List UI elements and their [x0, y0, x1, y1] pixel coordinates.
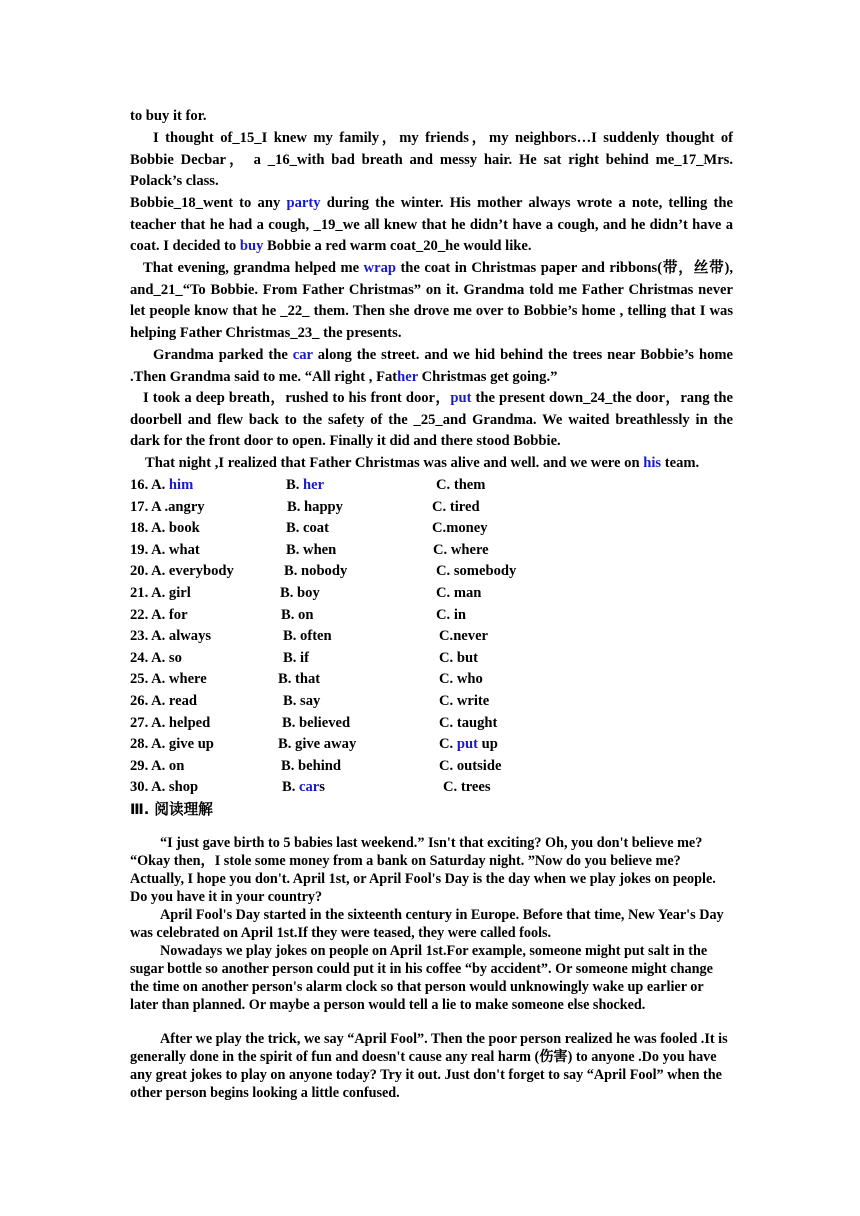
- option-c: C. outside: [439, 757, 502, 774]
- option-a: 30. A. shop: [130, 779, 199, 796]
- option-a: 25. A. where: [130, 671, 207, 688]
- option-a: 29. A. on: [130, 757, 185, 774]
- story-paragraph-4: [130, 345, 733, 388]
- story-text: I thought of_15_I knew my family，my friends，my neighbors…I suddenly thought of Bobbie Decbar， a _16_with bad breath and messy hair. He sat right behind me_17_Mrs. Polack’s class.: [130, 130, 733, 190]
- story-paragraph-6: [130, 453, 733, 475]
- reading-paragraph-3: Nowadays we play jokes on people on April 1st.For example, someone might put salt in the sugar bottle so another person could put it in his coffee “by accident”. Or someone might change the time on another person's alarm clock so that person would unknowingly wake up earlier or later than planned. Or maybe a person would tell a lie to make someone else shocked.: [130, 943, 713, 1013]
- section-title: Ⅲ. 阅读理解: [130, 801, 213, 818]
- option-b: B. her: [286, 477, 325, 493]
- story-text: That evening, grandma helped me: [143, 260, 364, 276]
- story-text: That night ,I realized that Father Christmas was alive and well. and we were on: [145, 455, 644, 471]
- story-text: the coat in Christmas paper and ribbons(带，丝带), and_21_“To Bobbie. From Father Christmas” on it. Grandma told me Father Christmas never let people know that he _22_ them. Then she drove me over to Bobbie’s home , telling that I was helping Father Christmas_23_ the presents.: [130, 260, 734, 341]
- highlight-word: wrap: [363, 260, 396, 276]
- option-b: B. give away: [278, 736, 357, 753]
- story-text: Christmas get going.”: [417, 368, 558, 385]
- highlight-word: buy: [239, 238, 264, 255]
- highlight-word: her: [397, 368, 418, 385]
- option-a: 28. A. give up: [130, 736, 214, 753]
- story-text: I took a deep breath，rushed to his front door，: [143, 390, 451, 406]
- highlight-word: car: [292, 347, 313, 363]
- option-a: 16. A. him: [130, 477, 194, 493]
- story-text: along the street. and we hid behind the trees near Bobbie’s home .Then Grandma said to me. “All right , Fat: [130, 347, 734, 385]
- story-text: team.: [661, 455, 700, 471]
- option-b: B. when: [286, 541, 337, 558]
- story-paragraph-5: [130, 388, 733, 453]
- option-a: 23. A. always: [130, 628, 212, 645]
- option-a: 19. A. what: [130, 541, 200, 558]
- reading-paragraph-1: “I just gave birth to 5 babies last weekend.” Isn't that exciting? Oh, you don't believe me? “Okay then，I stole some money from a bank on Saturday night. ”Now do you believe me? Actually, I hope you don't. April 1st, or April Fool's Day is the day when we play jokes on people. Do you have it in your country?: [130, 835, 716, 905]
- highlight-word: his: [643, 455, 662, 471]
- option-c: C. put up: [439, 736, 498, 753]
- option-c: C. taught: [439, 714, 498, 731]
- option-b: B. that: [278, 671, 321, 688]
- story-text: the present down_24_the door，rang the doorbell and flew back to the safety of the _25_and Grandma. We waited breathlessly in the dark for the front door to open. Finally it did and there stood Bobbie.: [130, 390, 733, 450]
- story-line-intro: [130, 106, 733, 128]
- option-b: B. if: [283, 649, 309, 666]
- option-b: B. often: [283, 628, 332, 645]
- story-paragraph-1: [130, 128, 733, 193]
- story-text: to buy it for.: [130, 108, 207, 124]
- option-b: B. happy: [287, 498, 343, 515]
- option-a: 24. A. so: [130, 649, 182, 666]
- option-b: B. boy: [280, 585, 320, 601]
- reading-paragraph-2: April Fool's Day started in the sixteenth century in Europe. Before that time, New Year's Day was celebrated on April 1st.If they were teased, they were called fools.: [130, 907, 724, 941]
- story-paragraph-3: [130, 258, 733, 344]
- option-b: B. nobody: [284, 563, 348, 580]
- option-c: C. them: [436, 477, 486, 493]
- option-c: C. trees: [443, 779, 491, 796]
- option-c: C. who: [439, 671, 483, 688]
- option-c: C.never: [439, 628, 489, 645]
- option-a: 22. A. for: [130, 606, 188, 623]
- option-a: 26. A. read: [130, 693, 198, 709]
- option-b: B. say: [283, 693, 321, 709]
- option-a: 20. A. everybody: [130, 563, 234, 580]
- option-b: B. believed: [282, 714, 351, 731]
- option-c: C.money: [432, 520, 488, 537]
- story-text: Grandma parked the: [153, 347, 293, 363]
- highlight-word: party: [286, 195, 321, 211]
- option-c: C. write: [439, 693, 490, 709]
- option-c: C. but: [439, 649, 478, 666]
- option-c: C. man: [436, 585, 482, 601]
- option-a: 17. A .angry: [130, 498, 205, 515]
- story-text: Bobbie_18_went to any: [130, 195, 287, 211]
- option-b: B. on: [281, 606, 314, 623]
- option-c: C. tired: [432, 498, 480, 515]
- option-a: 18. A. book: [130, 520, 200, 537]
- highlight-word: put: [450, 390, 472, 406]
- reading-paragraph-4: After we play the trick, we say “April Fool”. Then the poor person realized he was fooled .It is generally done in the spirit of fun and doesn't cause any real harm (伤害) to anyone .Do you have any great jokes to play on anyone today? Try it out. Just don't forget to say “April Fool” when the other person begins looking a little confused.: [130, 1031, 728, 1101]
- option-c: C. somebody: [436, 563, 517, 580]
- story-text: Bobbie a red warm coat_20_he would like.: [263, 238, 532, 255]
- option-b: B. coat: [286, 520, 329, 537]
- option-a: 21. A. girl: [130, 585, 191, 601]
- story-paragraph-2: [130, 193, 733, 258]
- option-c: C. in: [436, 606, 467, 623]
- option-b: B. cars: [282, 779, 325, 796]
- story-text: during the winter. His mother always wrote a note, telling the teacher that he had a cough, _19_we all knew that he didn’t have a cough, and he didn’t have a coat. I decided to: [130, 195, 733, 255]
- option-b: B. behind: [281, 757, 342, 774]
- option-c: C. where: [433, 541, 489, 558]
- option-a: 27. A. helped: [130, 714, 211, 731]
